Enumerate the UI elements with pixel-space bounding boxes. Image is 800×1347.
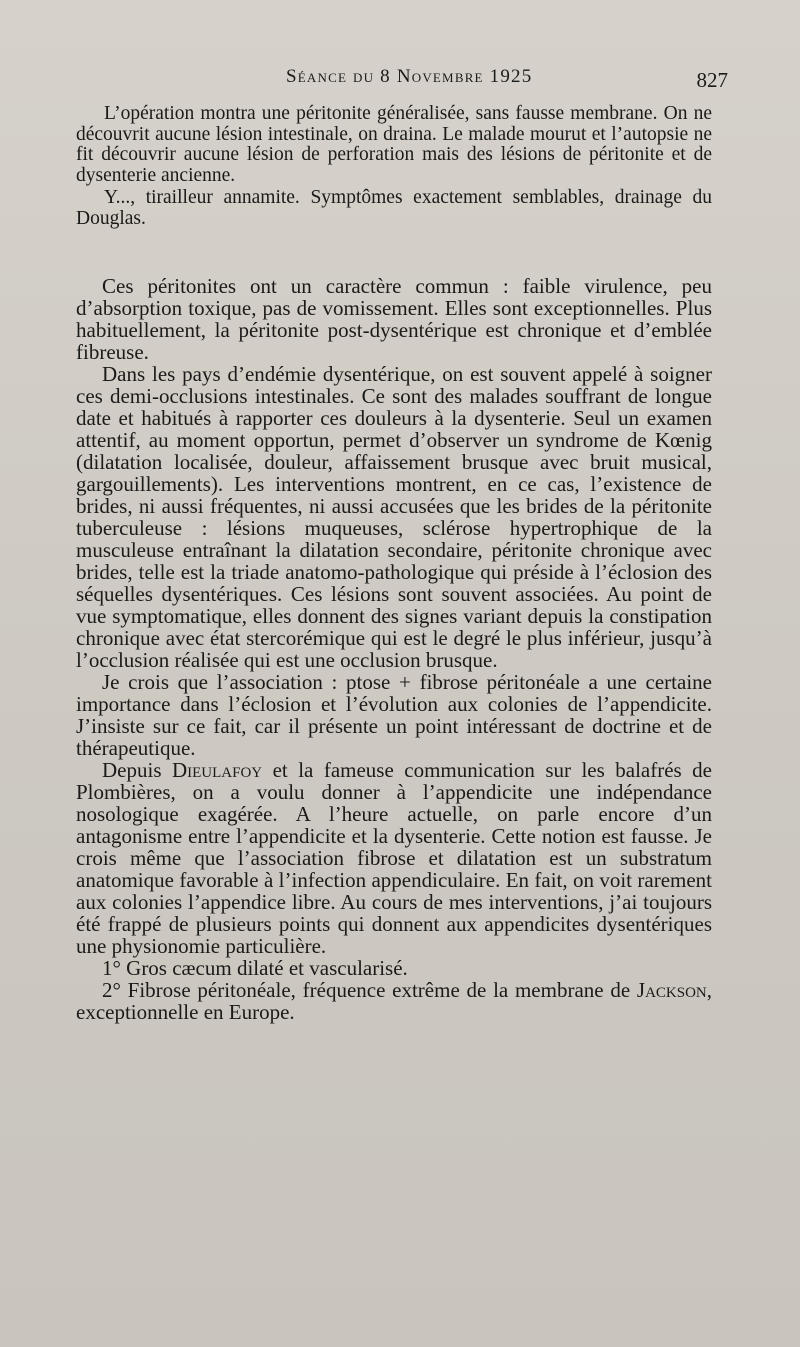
page-number: 827 bbox=[696, 68, 728, 92]
list-item: 1° Gros cæcum dilaté et vascularisé. bbox=[102, 956, 408, 980]
page-header bbox=[0, 66, 800, 96]
author-name: Dieulafoy bbox=[171, 758, 263, 782]
list-item bbox=[76, 979, 712, 1023]
text-run: et la fameuse communication sur les balafrés de Plombières, on a voulu donner à l’appendicite une indépendance nosologique exagérée. A l’heure actuelle, on parle encore d’un antagonisme entre l’appendicite et la dysenterie. bbox=[76, 758, 712, 848]
author-name: Jackson bbox=[636, 978, 707, 1002]
case-note: L’opération montra une péritonite généralisée, sans fausse membrane. On ne découvrit aucune lésion intestinale, on draina. Le malade mourut et l’autopsie ne fit découvrir aucune lésion de perforation mais des lésions de péritonite et de dysenterie ancienne. bbox=[76, 103, 712, 186]
paragraph bbox=[76, 759, 712, 957]
paragraph: Je crois que l’association : ptose + fibrose péritonéale a une certaine importance dans l’éclosion et l’évolution aux colonies de l’appendicite. J’insiste sur ce fait, car il présente un point intéressant de doctrine et de thérapeutique. bbox=[76, 670, 712, 760]
case-note: Y..., tirailleur annamite. Symptômes exactement semblables, drainage du Douglas. bbox=[76, 187, 712, 229]
section-gap bbox=[76, 229, 712, 275]
text-run: Cette notion est fausse. Je crois même que l’association fibrose et dilatation est un substratum anatomique favorable à l’infection appendiculaire. En fait, on voit rarement aux colonies l’appendice libre. Au cours de mes interventions, j’ai toujours été frappé de plusieurs points qui donnent aux appendicites dysentériques une physionomie particulière. bbox=[76, 824, 712, 958]
running-head: Séance du 8 Novembre 1925 bbox=[286, 66, 533, 87]
text-run: Depuis bbox=[102, 758, 172, 782]
text-run: 2° Fibrose péritonéale, fréquence extrême de la membrane de bbox=[102, 978, 637, 1002]
paragraph: Ces péritonites ont un caractère commun : faible virulence, peu d’absorption toxique, pas de vomissement. Elles sont exceptionnelles. Plus habituellement, la péritonite post-dysentérique est chronique et d’emblée fibreuse. bbox=[76, 274, 712, 364]
text-run: , exceptionnelle en Europe. bbox=[76, 978, 712, 1024]
paragraph: Dans les pays d’endémie dysentérique, on est souvent appelé à soigner ces demi-occlusions intestinales. Ce sont des malades souffrant de longue date et habitués à rapporter ces douleurs à la dysenterie. Seul un examen attentif, au moment opportun, permet d’observer un syndrome de Kœnig (dilatation localisée, douleur, affaissement brusque avec bruit musical, gargouillements). Les interventions montrent, en ce cas, l’existence de brides, ni aussi fréquentes, ni aussi accusées que les brides de la péritonite tuberculeuse : lésions muqueuses, sclérose hypertrophique de la musculeuse entraînant la dilatation secondaire, péritonite chronique avec brides, telle est la triade anatomo-pathologique qui préside à l’éclosion des séquelles dysentériques. Ces lésions sont souvent associées. Au point de vue symptomatique, elles donnent des signes variant depuis la constipation chronique avec état stercorémique qui est le degré le plus inférieur, jusqu’à l’occlusion réalisée qui est une occlusion brusque. bbox=[76, 362, 712, 672]
page-body bbox=[76, 104, 712, 1023]
